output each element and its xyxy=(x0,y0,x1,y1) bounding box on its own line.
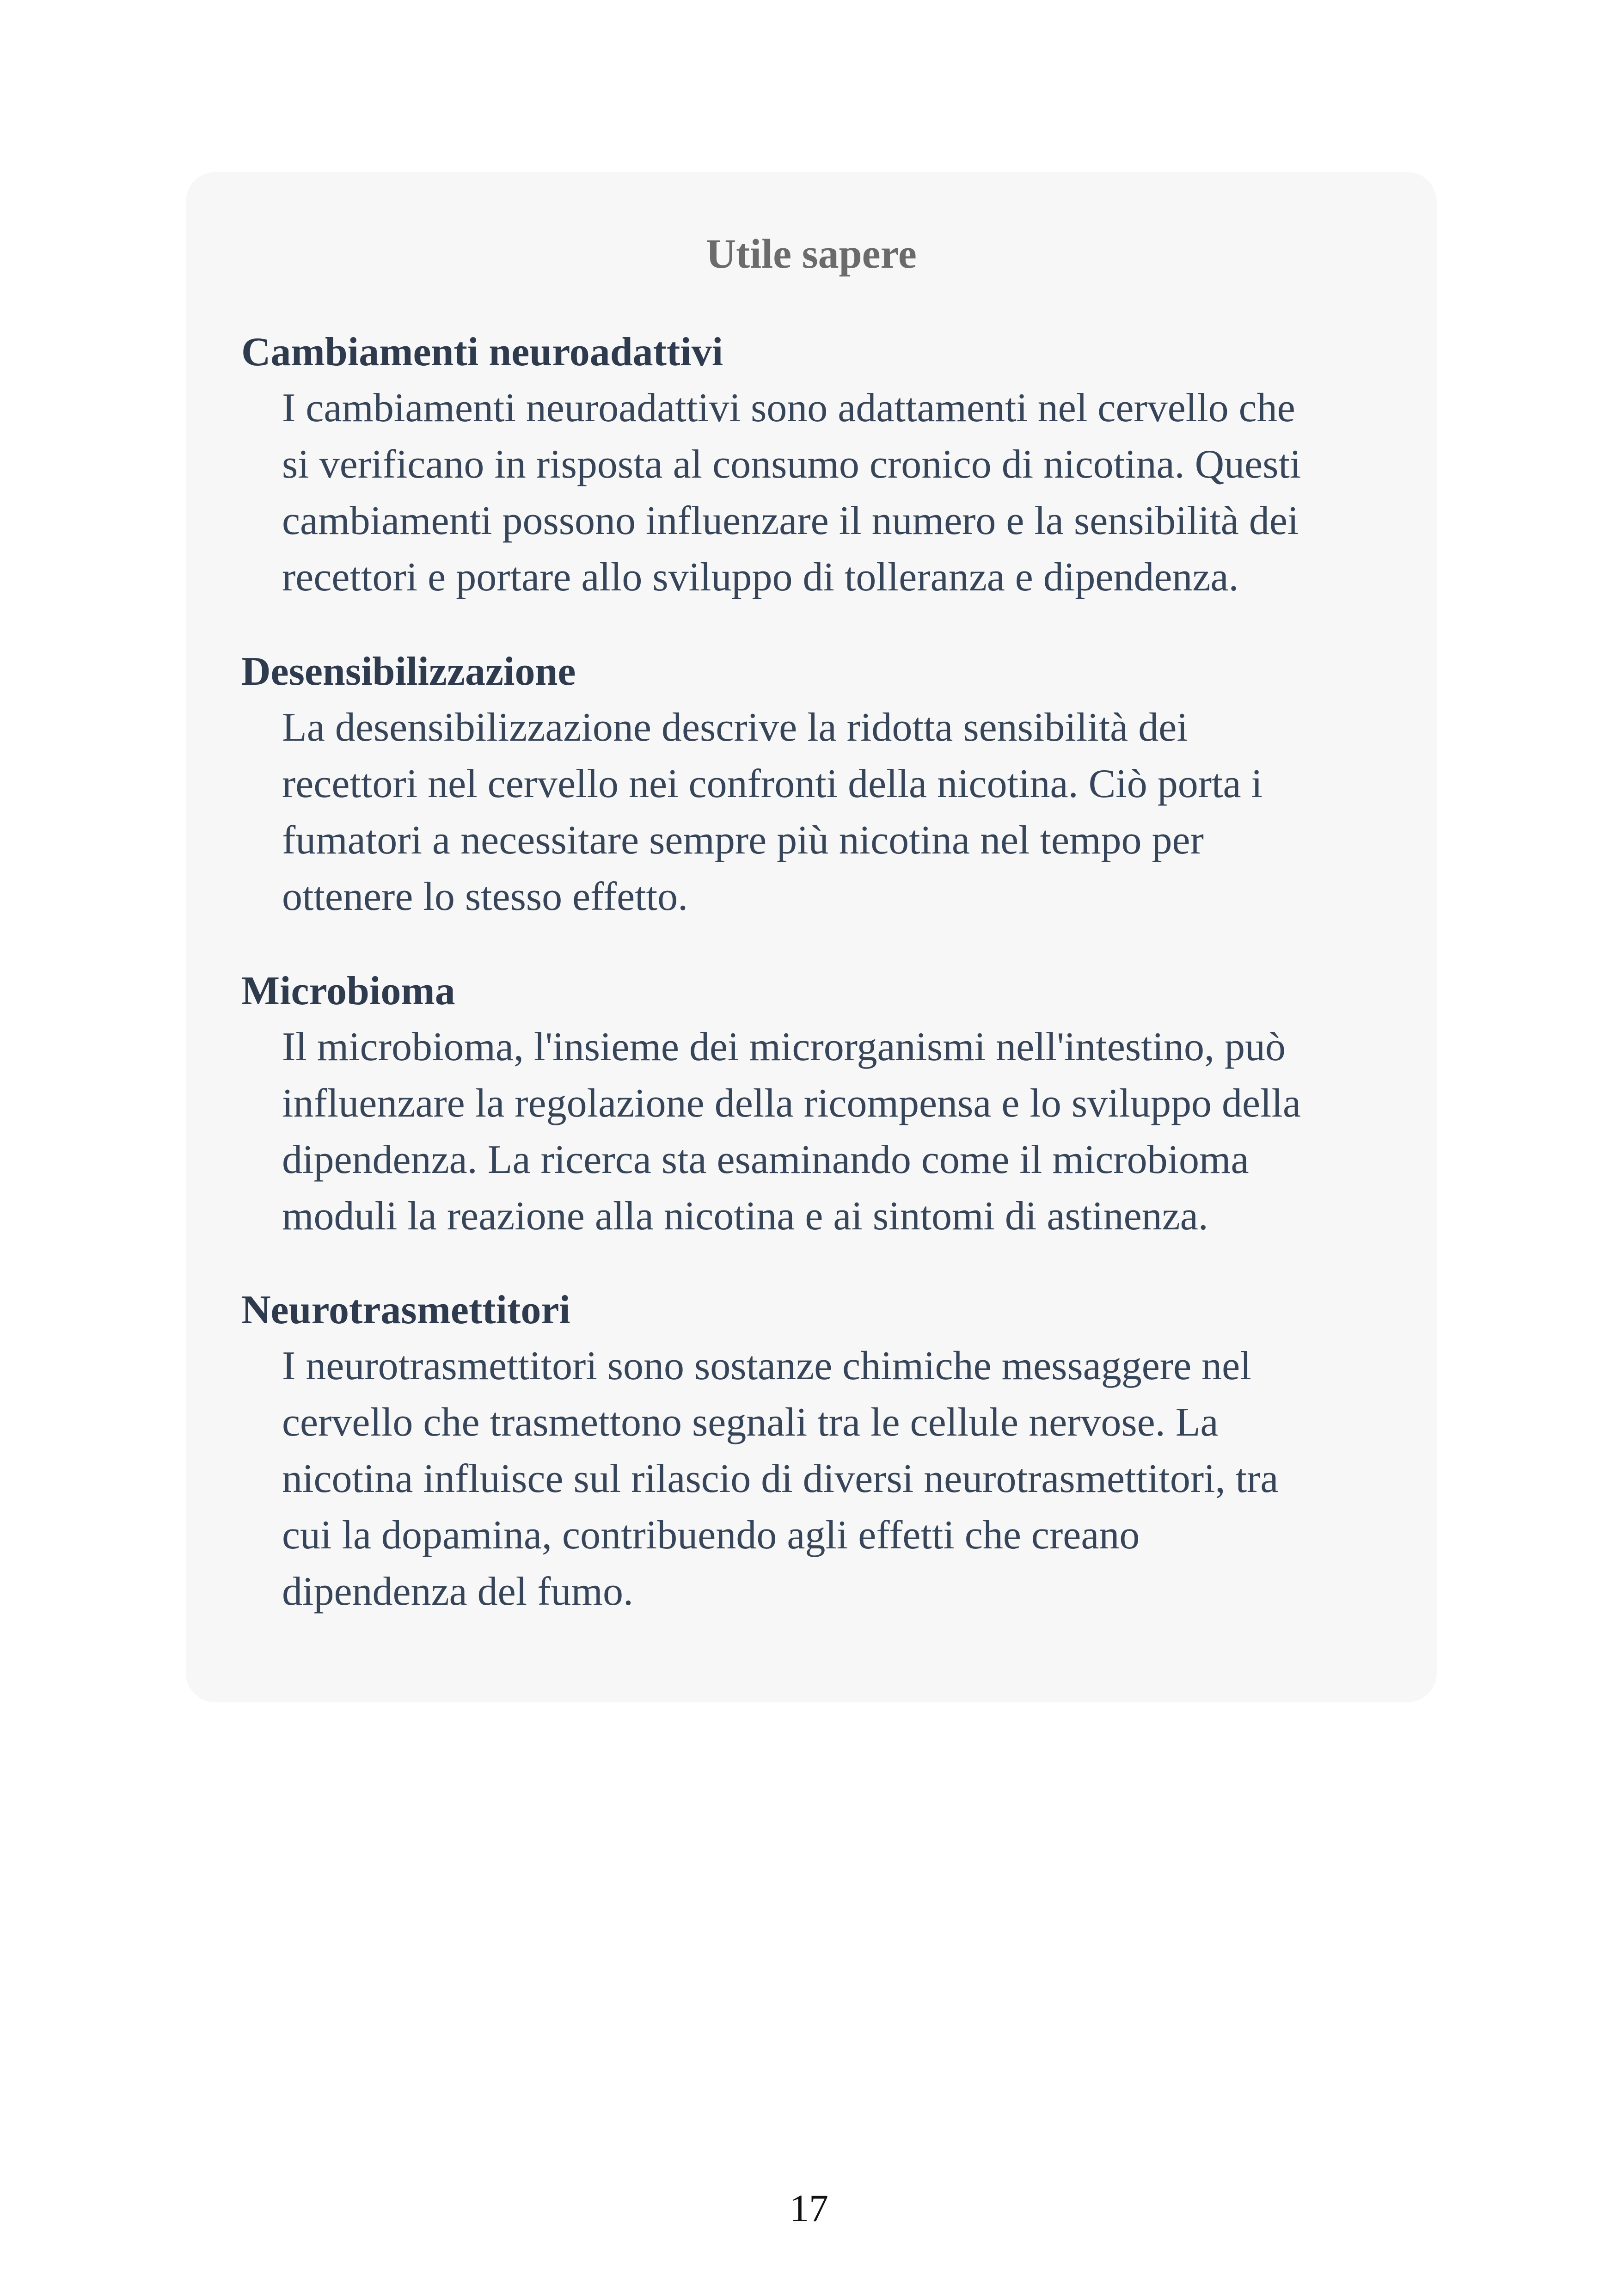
definition-line: I neurotrasmettitori sono sostanze chimiche messaggere nel xyxy=(282,1344,1251,1388)
term-title: Desensibilizzazione xyxy=(241,649,576,694)
term-definition xyxy=(282,1338,1397,1620)
definition-line: dipendenza. La ricerca sta esaminando come il microbioma xyxy=(282,1137,1249,1182)
definition-line: dipendenza del fumo. xyxy=(282,1569,633,1614)
page-number: 17 xyxy=(790,2187,828,2230)
term-title: Neurotrasmettitori xyxy=(241,1288,570,1332)
definition-line: cervello che trasmettono segnali tra le cellule nervose. La xyxy=(282,1400,1219,1445)
definition-line: nicotina influisce sul rilascio di diversi neurotrasmettitori, tra xyxy=(282,1456,1279,1501)
term-entry xyxy=(241,964,1397,1245)
term-entry xyxy=(241,644,1397,925)
term-definition xyxy=(282,1019,1397,1245)
definition-line: cui la dopamina, contribuendo agli effetti che creano xyxy=(282,1513,1140,1558)
term-entry xyxy=(241,325,1397,606)
definition-line: cambiamenti possono influenzare il numero e la sensibilità dei xyxy=(282,498,1299,543)
definition-line: si verificano in risposta al consumo cronico di nicotina. Questi xyxy=(282,442,1301,487)
term-definition xyxy=(282,380,1397,606)
definition-line: Il microbioma, l'insieme dei microrganismi nell'intestino, può xyxy=(282,1025,1286,1069)
term-definition xyxy=(282,700,1397,925)
info-box xyxy=(186,172,1437,1702)
definition-line: recettori nel cervello nei confronti della nicotina. Ciò porta i xyxy=(282,761,1263,806)
definition-line: fumatori a necessitare sempre più nicotina nel tempo per xyxy=(282,818,1204,863)
term-title: Microbioma xyxy=(241,969,455,1013)
definition-line: La desensibilizzazione descrive la ridotta sensibilità dei xyxy=(282,705,1188,750)
definition-line: ottenere lo stesso effetto. xyxy=(282,874,688,919)
term-entry xyxy=(241,1283,1397,1620)
definition-line: I cambiamenti neuroadattivi sono adattamenti nel cervello che xyxy=(282,386,1295,430)
box-title: Utile sapere xyxy=(706,231,917,277)
term-title: Cambiamenti neuroadattivi xyxy=(241,330,723,374)
definition-line: influenzare la regolazione della ricompensa e lo sviluppo della xyxy=(282,1081,1301,1126)
definition-line: moduli la reazione alla nicotina e ai sintomi di astinenza. xyxy=(282,1194,1208,1239)
definition-line: recettori e portare allo sviluppo di tolleranza e dipendenza. xyxy=(282,555,1239,600)
